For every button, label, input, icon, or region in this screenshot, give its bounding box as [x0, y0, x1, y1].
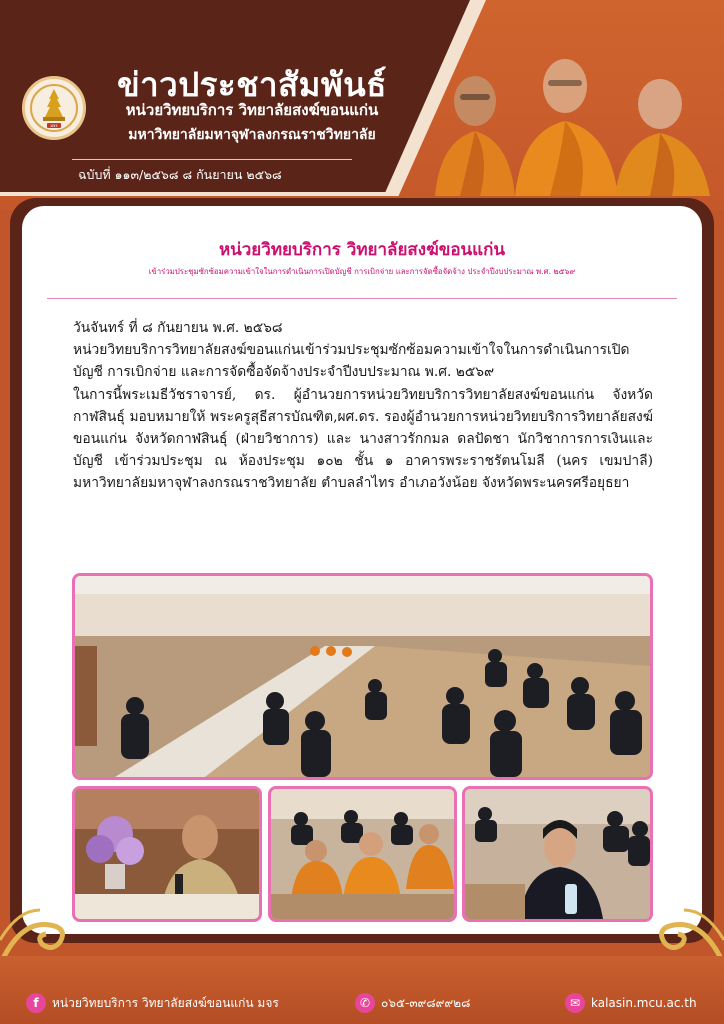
staff-photo	[462, 786, 653, 922]
page-title: ข่าวประชาสัมพันธ์	[117, 65, 387, 104]
logo-text: มจร	[50, 123, 58, 128]
article-date: วันจันทร์ ที่ ๘ กันยายน พ.ศ. ๒๕๖๘	[73, 320, 283, 336]
article-title: หน่วยวิทยบริการ วิทยาลัยสงฆ์ขอนแก่น	[218, 240, 506, 260]
article-body	[73, 317, 653, 495]
monks-at-meeting-photo	[268, 786, 457, 922]
footer-bar	[0, 956, 724, 1024]
meeting-room-photo	[72, 573, 653, 780]
title-divider	[47, 298, 677, 299]
university-name: มหาวิทยาลัยมหาจุฬาลงกรณราชวิทยาลัย	[128, 127, 376, 143]
issue-divider	[72, 159, 352, 160]
phone-number: ๐๖๕-๓๙๘๙๙๒๘	[381, 995, 471, 1010]
article-paragraph-1: หน่วยวิทยบริการวิทยาลัยสงฆ์ขอนแก่นเข้าร่วมประชุมซักซ้อมความเข้าใจในการดำเนินการเปิดบัญชี การเบิกจ่าย และการจัดซื้อจัดจ้างประจำปีงบประมาณ พ.ศ. ๒๕๖๙	[73, 342, 630, 381]
article-subtitle: เข้าร่วมประชุมซักซ้อมความเข้าใจในการดำเนินการเปิดบัญชี การเบิกจ่าย และการจัดซื้อจัดจ้าง ประจำปีงบประมาณ พ.ศ. ๒๕๖๙	[148, 267, 576, 276]
article-paragraph-2: ในการนี้พระเมธีวัชราจารย์, ดร. ผู้อำนวยการหน่วยวิทยบริการวิทยาลัยสงฆ์ขอนแก่น จังหวัดกาฬสินธุ์ มอบหมายให้ พระครูสุธีสารบัณฑิต,ผศ.ดร. รองผู้อำนวยการหน่วยวิทยบริการวิทยาลัยสงฆ์ขอนแก่น จังหวัดกาฬสินธุ์ (ฝ่ายวิชาการ) และ นางสาวรักกมล ดลปัดชา นักวิชาการการเงินและบัญชี เข้าร่วมประชุม ณ ห้องประชุม ๑๐๒ ชั้น ๑ อาคารพระราชรัตนโมลี (นคร เขมปาลี) มหาวิทยาลัยมหาจุฬาลงกรณราชวิทยาลัย ตำบลลำไทร อำเภอวังน้อย จังหวัดพระนครศรีอยุธยา	[73, 386, 653, 492]
speaker-photo	[72, 786, 262, 922]
university-logo	[22, 76, 86, 140]
phone-link[interactable]	[355, 993, 470, 1013]
facebook-link[interactable]	[26, 993, 279, 1013]
website-url: kalasin.mcu.ac.th	[591, 996, 697, 1010]
website-link[interactable]	[565, 993, 697, 1013]
issue-number: ฉบับที่ ๑๑๓/๒๕๖๘ ๘ กันยายน ๒๕๖๘	[78, 167, 282, 182]
phone-icon: ✆	[355, 993, 375, 1013]
facebook-icon: f	[26, 993, 46, 1013]
emblem-icon	[29, 83, 79, 133]
unit-name: หน่วยวิทยบริการ วิทยาลัยสงฆ์ขอนแก่น	[125, 101, 379, 119]
facebook-label: หน่วยวิทยบริการ วิทยาลัยสงฆ์ขอนแก่น มจร	[52, 995, 279, 1010]
monks-portrait-image	[430, 46, 720, 196]
mail-icon: ✉	[565, 993, 585, 1013]
